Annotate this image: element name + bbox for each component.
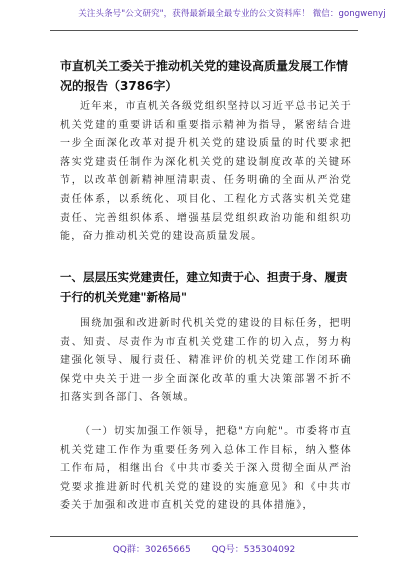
body-paragraph-3: （一）切实加强工作领导，把稳"方向舵"。市委将市直机关党建工作作为重要任务列入总体工作目标，纳入整体工作布局，相继出台《中共市委关于深入贯彻全面从严治党要求推进新时代机关党的建设的实施意见》和《中共市委关于加强和改进市直机关党的建设的具体措施》， bbox=[60, 426, 352, 512]
body-paragraph-2: 围绕加强和改进新时代机关党的建设的目标任务，把明责、知责、尽责作为市直机关党建工作的切入点，努力构建强化领导、履行责任、精准评价的机关党建工作闭环确保党中央关于进一步全面深化改革的重大决策部署不折不扣落实到各部门、各领域。 bbox=[60, 318, 352, 404]
footer-divider bbox=[50, 536, 358, 537]
footer-qq-group: QQ群：30265665 bbox=[112, 545, 191, 555]
document-title: 市直机关工委关于推动机关党的建设高质量发展工作情况的报告（3786字） bbox=[60, 59, 349, 93]
footer-qq: QQ号：535304092 bbox=[211, 545, 296, 555]
section-heading: 一、层层压实党建责任，建立知责于心、担责于身、履责于行的机关党建"新格局" bbox=[60, 270, 348, 304]
header-divider bbox=[50, 30, 358, 31]
header-banner: 关注头条号"公文研究"，获得最新最全最专业的公文资料库！ 微信：gongwenyj bbox=[78, 9, 386, 19]
footer-contact bbox=[0, 542, 408, 555]
body-paragraph-1: 近年来，市直机关各级党组织坚持以习近平总书记关于机关党建的重要讲话和重要指示精神为指导，紧密结合进一步全面深化改革对提升机关党的建设质量的时代要求把落实党建责任制作为深化机关党的建设制度改革的关键环节，以改革创新精神厘清职责、任务明确的全面从严治党责任体系，以系统化、项目化、工程化方式落实机关党建责任、完善组织体系、增强基层党组织政治功能和组织功能，奋力推动机关党的建设高质量发展。 bbox=[60, 101, 352, 243]
